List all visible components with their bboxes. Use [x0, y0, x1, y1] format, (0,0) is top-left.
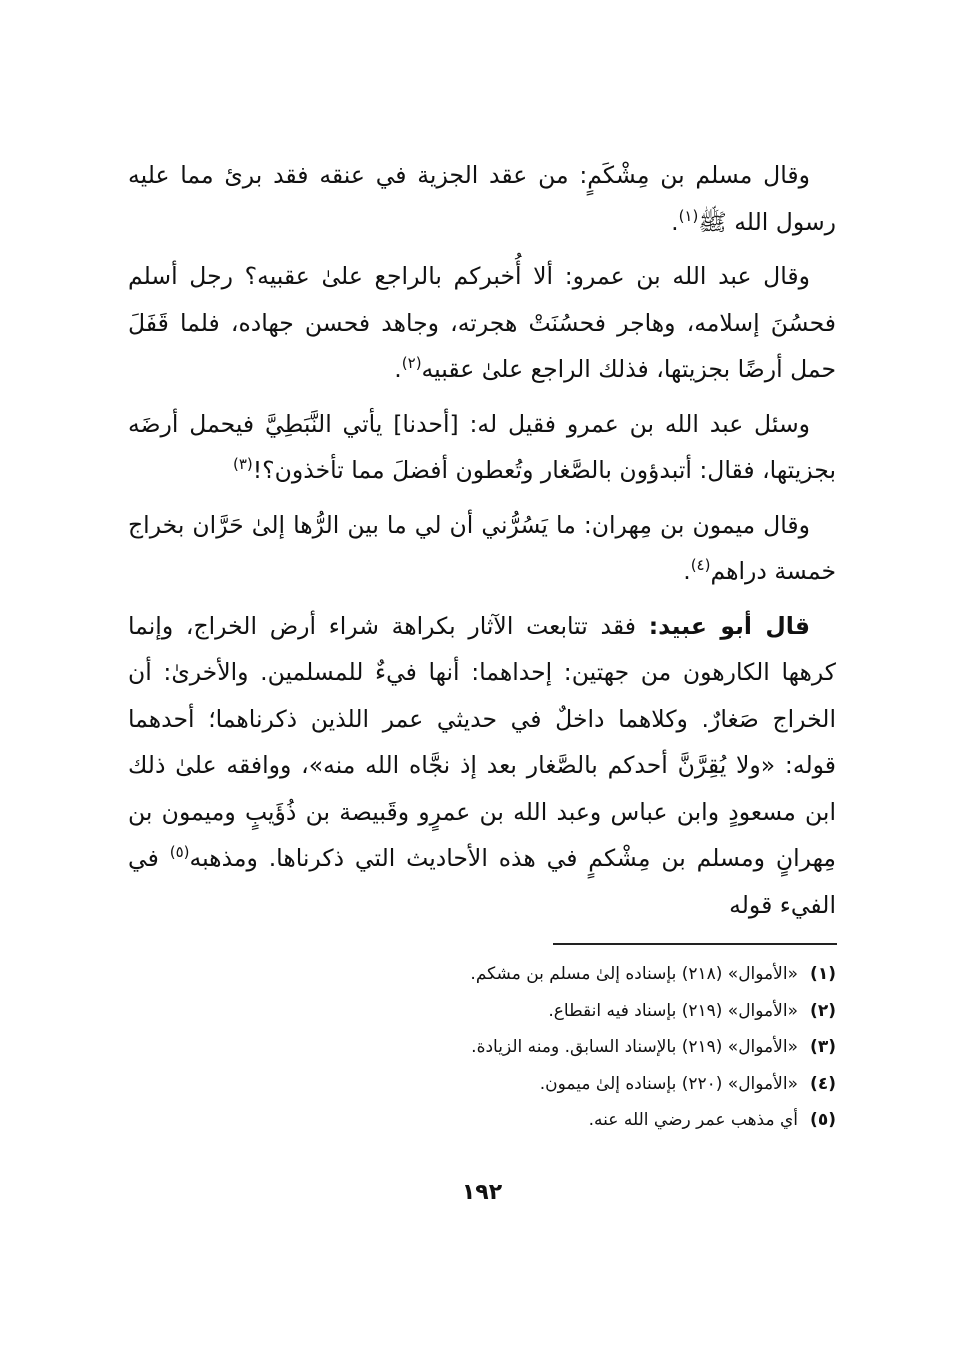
- paragraph: [128, 502, 836, 595]
- footnote-ref[interactable]: (١): [678, 206, 699, 225]
- footnote-text: «الأموال» (٢١٨) بإسناده إلىٰ مسلم بن مشكم.: [470, 964, 798, 984]
- footnote-ref[interactable]: (٣): [232, 455, 253, 474]
- footnote-divider: [553, 943, 837, 945]
- main-text: [128, 152, 836, 936]
- footnote-number: (١): [810, 964, 836, 984]
- footnote-text: «الأموال» (٢١٩) بالإسناد السابق. ومنه الزيادة.: [471, 1037, 798, 1057]
- footnote-number: (٥): [810, 1110, 836, 1130]
- paragraph: [128, 152, 836, 245]
- footnote: [128, 956, 836, 993]
- paragraph-end: .: [394, 355, 402, 383]
- footnote: [128, 993, 836, 1030]
- page-number: ١٩٢: [461, 1180, 503, 1205]
- paragraph-text: وقال مسلم بن مِشْكَمٍ: من عقد الجزية في عنقه فقد برئ مما عليه رسول الله ﷺ: [128, 161, 836, 236]
- footnote-ref[interactable]: (٤): [690, 556, 711, 575]
- paragraph: [128, 253, 836, 393]
- paragraph-abu-ubaid: [128, 603, 836, 929]
- footnote: [128, 1066, 836, 1103]
- speaker-label: قال أبو عبيد:: [648, 611, 810, 640]
- footnote-number: (٢): [810, 1000, 836, 1021]
- footnote-number: (٤): [810, 1073, 836, 1094]
- paragraph-text: فقد تتابعت الآثار بكراهة شراء أرض الخراج، وإنما كرهها الكارهون من جهتين: إحداهما: أنها فيءٌ للمسلمين. والأخرىٰ: أن الخراج صَغارٌ. وكلاهما داخلٌ في حديثي عمر اللذين ذكرناهما؛ أحدهما قوله: «ولا يُقِرَّنَّ أحدكم بالصَّغار بعد إذ نجَّاه الله منه»، ووافقه علىٰ ذلك ابن مسعودٍ وابن عباس وعبد الله بن عمرٍو وقَبيصة بن ذُؤَيبٍ وميمون بن مِهرانٍ ومسلم بن مِشْكمٍ في هذه الأحاديث التي ذكرناها. ومذهبه: [128, 611, 836, 872]
- paragraph-end: .: [683, 557, 691, 585]
- footnote-text: «الأموال» (٢٢٠) بإسناده إلىٰ ميمون.: [539, 1073, 798, 1094]
- paragraph-text: وقال ميمون بن مِهران: ما يَسُرُّني أن لي ما بين الرُّها إلىٰ حَرَّان بخراج خمسة دراهم: [128, 510, 836, 585]
- footnote-number: (٣): [810, 1037, 836, 1057]
- footnote-text: «الأموال» (٢١٩) بإسناد فيه انقطاع.: [548, 1000, 798, 1021]
- footnote: [128, 1102, 836, 1139]
- paragraph-text: وسئل عبد الله بن عمرو فقيل له: [أحدنا] يأتي النَّبَطِيَّ فيحمل أرضَه بجزيتها، فقال: أتبدؤون بالصَّغار وتُعطون أفضلَ مما تأخذون؟!: [128, 409, 836, 484]
- footnotes-list: [128, 956, 836, 1139]
- footnote-ref[interactable]: (٢): [401, 354, 422, 373]
- paragraph-end: .: [671, 207, 679, 236]
- paragraph-text: وقال عبد الله بن عمرو: ألا أُخبركم بالراجع علىٰ عقبيه؟ رجل أسلم فحسُنَ إسلامه، وهاجر فحسُنَتْ هجرته، وجاهد فحسن جهاده، فلما قَفَلَ حمل أرضًا بجزيتها، فذلك الراجع علىٰ عقبيه: [128, 262, 836, 383]
- footnote-ref[interactable]: (٥): [169, 843, 190, 862]
- paragraph-tail: في الفيء قوله: [128, 844, 836, 919]
- footnote-text: أي مذهب عمر رضي الله عنه.: [588, 1110, 798, 1130]
- footnote: [128, 1029, 836, 1066]
- paragraph: [128, 401, 836, 494]
